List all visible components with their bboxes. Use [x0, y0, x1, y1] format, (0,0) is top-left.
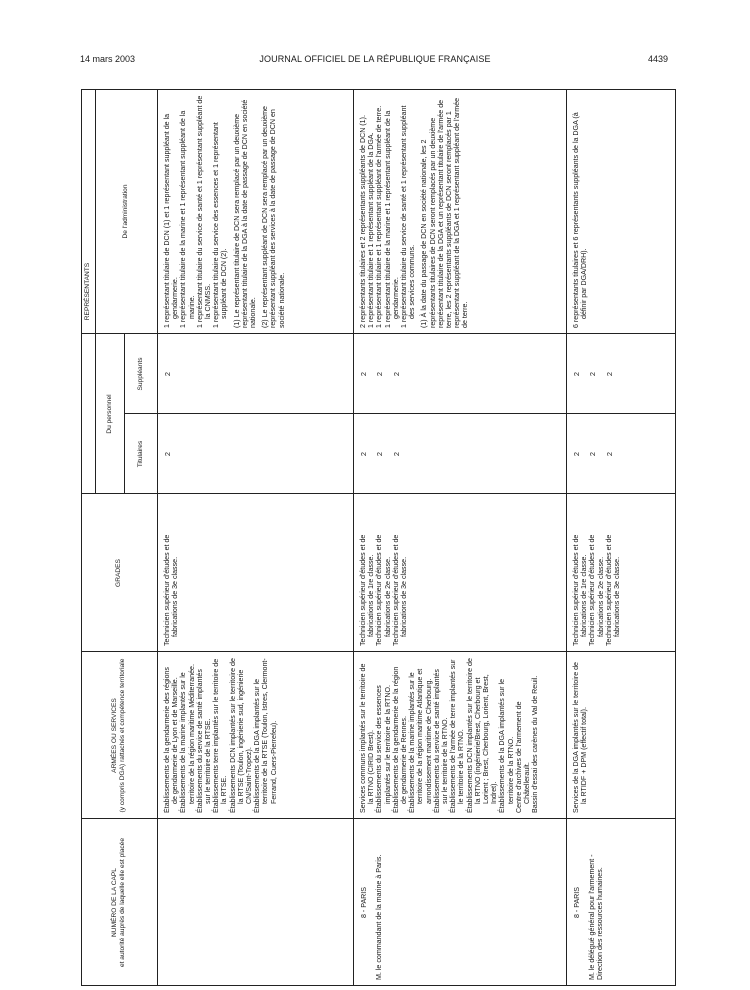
capl-cell [572, 825, 672, 980]
header-du-personnel: Du personnel [105, 394, 113, 434]
header-services-title: ARMÉES OU SERVICES [111, 698, 119, 773]
suppleants-count: 2 [163, 371, 172, 377]
titulaires-count: 2 [391, 451, 401, 457]
table-rule [566, 89, 567, 986]
administration-item: 1 représentant titulaire de DCN (1) et 1 représentant suppléant de la gendarmerie. [163, 113, 180, 328]
titulaires-count: 2 [604, 451, 614, 457]
service-item: Établissements de la gendarmerie de la région de gendarmerie de Rennes. [391, 666, 409, 813]
header-capl-subtitle: et autorité auprès de laquelle elle est placée [119, 837, 126, 968]
titulaires-count: 2 [375, 451, 385, 457]
header-administration: De l'administration [122, 184, 130, 239]
suppleants-count: 2 [604, 371, 614, 377]
service-item: Établissements de la DGA implantés sur le territoire de la RTSE (Toulon, Istres, Clermont-Ferrand, Cuers-Pierrefeu). [253, 658, 278, 813]
header-date: 14 mars 2003 [80, 54, 136, 64]
table-rule [81, 89, 676, 90]
administration-item: 1 représentant titulaire du service de santé et 1 représentant suppléant des services communs. [400, 105, 417, 328]
header-capl [81, 819, 157, 986]
service-item: Établissements du service de santé implantés sur le territoire de la RTNO. [432, 669, 450, 813]
grade-item: Technicien supérieur d'études et de fabrications de 1re classe. [359, 534, 376, 646]
capl-autorite: M. le commandant de la marine à Paris. [375, 854, 384, 980]
grades-cell [572, 500, 672, 646]
grade-item: Technicien supérieur d'études et de fabrications de 3e classe. [604, 534, 622, 646]
titulaires-count: 2 [359, 451, 368, 457]
grades-cell [359, 500, 562, 646]
grade-item: Technicien supérieur d'études et de fabrications de 2e classe. [588, 534, 605, 646]
service-item: Établissements DCN implantés sur le territoire de la RTSE (Toulon, ingénierie sud, ingénierie CN/Saint-Tropez). [228, 658, 254, 813]
table-rule [157, 89, 158, 986]
header-grades: GRADES [115, 559, 123, 587]
administration-item: 1 représentant titulaire du service de santé et 1 représentant suppléant de la CNMSS. [195, 95, 213, 328]
table-rule [124, 413, 676, 414]
service-item: Services communs implantés sur le territoire de la RTNO (CIRID Brest). [359, 663, 376, 813]
table-rule [81, 89, 82, 986]
suppleants-count: 2 [572, 371, 581, 377]
service-item: Établissements de la gendarmerie des régions de gendarmerie de Lyon et de Marseille. [163, 667, 180, 813]
header-suppleants: Suppléants [136, 357, 144, 391]
administration-item: 1 représentant titulaire et 1 représentant suppléant de l'armée de terre. [375, 105, 384, 328]
suppleants-count: 2 [588, 371, 598, 377]
grade-item: Technicien supérieur d'études et de fabrications de 3e classe. [163, 534, 180, 646]
services-cell [359, 658, 562, 813]
table-rule [81, 985, 676, 986]
suppleants-count: 2 [359, 371, 368, 377]
administration-item: 1 représentant titulaire de la marine et 1 représentant suppléant de la gendarmerie. [383, 110, 400, 328]
administration-item: 1 représentant titulaire du service des essences et 1 représentant suppléant de DCN (2). [212, 122, 229, 328]
capl-cell [359, 825, 562, 980]
table-rule [81, 333, 676, 334]
table-rule [675, 89, 676, 986]
administration-cell [359, 95, 562, 328]
service-item: Établissements de la marine implantés sur le territoire de la région maritime Méditerranée. [179, 664, 196, 813]
service-item: Établissements terre implantés sur le territoire de la RTSE. [212, 658, 229, 813]
service-item: Centre d'archives de l'armement de Châtellerault. [514, 701, 532, 813]
service-item: Établissements du service de santé implantés sur le territoire de la RTSE. [195, 669, 213, 813]
capl-cell [163, 825, 349, 980]
grade-item: Technicien supérieur d'études et de fabrications de 1re classe. [572, 534, 589, 646]
administration-footnote: (1) Le représentant titulaire de DCN sera remplacé par un deuxième représentant titulaire de la DGA à la date de passage de DCN en société nationale. [232, 99, 258, 328]
administration-item: 1 représentant titulaire et 1 représentant suppléant de la DGA. [367, 132, 376, 328]
capl-number: 8 - PARIS [360, 887, 368, 919]
titulaires-count: 2 [588, 451, 598, 457]
service-item: Établissements de la marine implantés sur le territoire de la région maritime Atlantique et arrondissement maritime de Cherbourg. [408, 668, 433, 813]
table-rule [95, 89, 96, 494]
header-capl-title: NUMÉRO DE LA CAPL [111, 868, 119, 937]
services-cell [572, 658, 672, 813]
table-rule [124, 334, 125, 494]
suppleants-count: 2 [391, 371, 401, 377]
services-cell [163, 658, 349, 813]
service-item: Établissements de la DGA implantés sur le territoire de la RTNO. [498, 678, 515, 813]
administration-item: 2 représentants titulaires et 2 représentants suppléants de DCN (1). [359, 115, 367, 328]
table-rule [353, 89, 354, 986]
header-services-subtitle: (y compris DGA) rattachés et compétence territoriale [119, 658, 126, 813]
capl-autorite: M. le délégué général pour l'armement - Direction des ressources humaines. [588, 854, 605, 980]
grade-item: Technicien supérieur d'études et de fabrications de 2e classe. [375, 534, 392, 646]
service-item: Établissements du service des essences implantés sur le territoire de la RTNO. [375, 685, 392, 813]
grades-cell [163, 500, 349, 646]
suppleants-count: 2 [375, 371, 385, 377]
header-page-number: 4439 [647, 54, 668, 64]
titulaires-count: 2 [572, 451, 581, 457]
administration-cell [163, 95, 349, 328]
header-services [81, 652, 157, 819]
administration-footnote: (1) À la date du passage de DCN en société nationale, les 2 représentants titulaires de DCN seront remplacés par un deuxième représentant titulaire de la DGA et un représentant titulaire de l'armée de terre, les 2 représentants suppléants de DCN seront remplacés par 1 représentant suppléant de la DGA et 1 représentant suppléant de l'armée de terre. [420, 97, 470, 328]
service-item: Établissements de l'armée de terre implantés sur le territoire de la RTNO. [449, 659, 466, 813]
administration-item: 1 représentant titulaire de la marine et 1 représentant suppléant de la marine. [179, 110, 196, 328]
header-journal-title: JOURNAL OFFICIEL DE LA RÉPUBLIQUE FRANÇAISE [259, 54, 491, 64]
titulaires-count: 2 [163, 451, 172, 457]
administration-cell [572, 95, 672, 328]
header-titulaires: Titulaires [136, 440, 144, 468]
capl-table [81, 89, 676, 986]
capl-number: 8 - PARIS [573, 887, 581, 919]
table-rule [81, 651, 676, 652]
service-item: Établissements DCN implantés sur le territoire de la RTNO (ingénierie/Brest, Cherbourg et Lorient ; Brest, Cherbourg, Lorient, Brest, Indret). [465, 658, 499, 813]
table-rule [81, 818, 676, 819]
header-representants: REPRÉSENTANTS [84, 262, 92, 321]
table-rule [81, 493, 676, 494]
service-item: Services de la DGA implantés sur le territoire de la RTIDF + DPM (effectif total). [572, 661, 589, 813]
grade-item: Technicien supérieur d'études et de fabrications de 3e classe. [391, 534, 409, 646]
service-item: Bassin d'essai des carènes du Val de Reuil. [531, 675, 540, 813]
administration-item: 6 représentants titulaires et 6 représentants suppléants de la DGA (à définir par DGA/DRH). [572, 112, 589, 328]
administration-footnote: (2) Le représentant suppléant de DCN sera remplacé par un deuxième représentant suppléant des services à la date de passage de DCN en société nationale. [261, 106, 286, 328]
